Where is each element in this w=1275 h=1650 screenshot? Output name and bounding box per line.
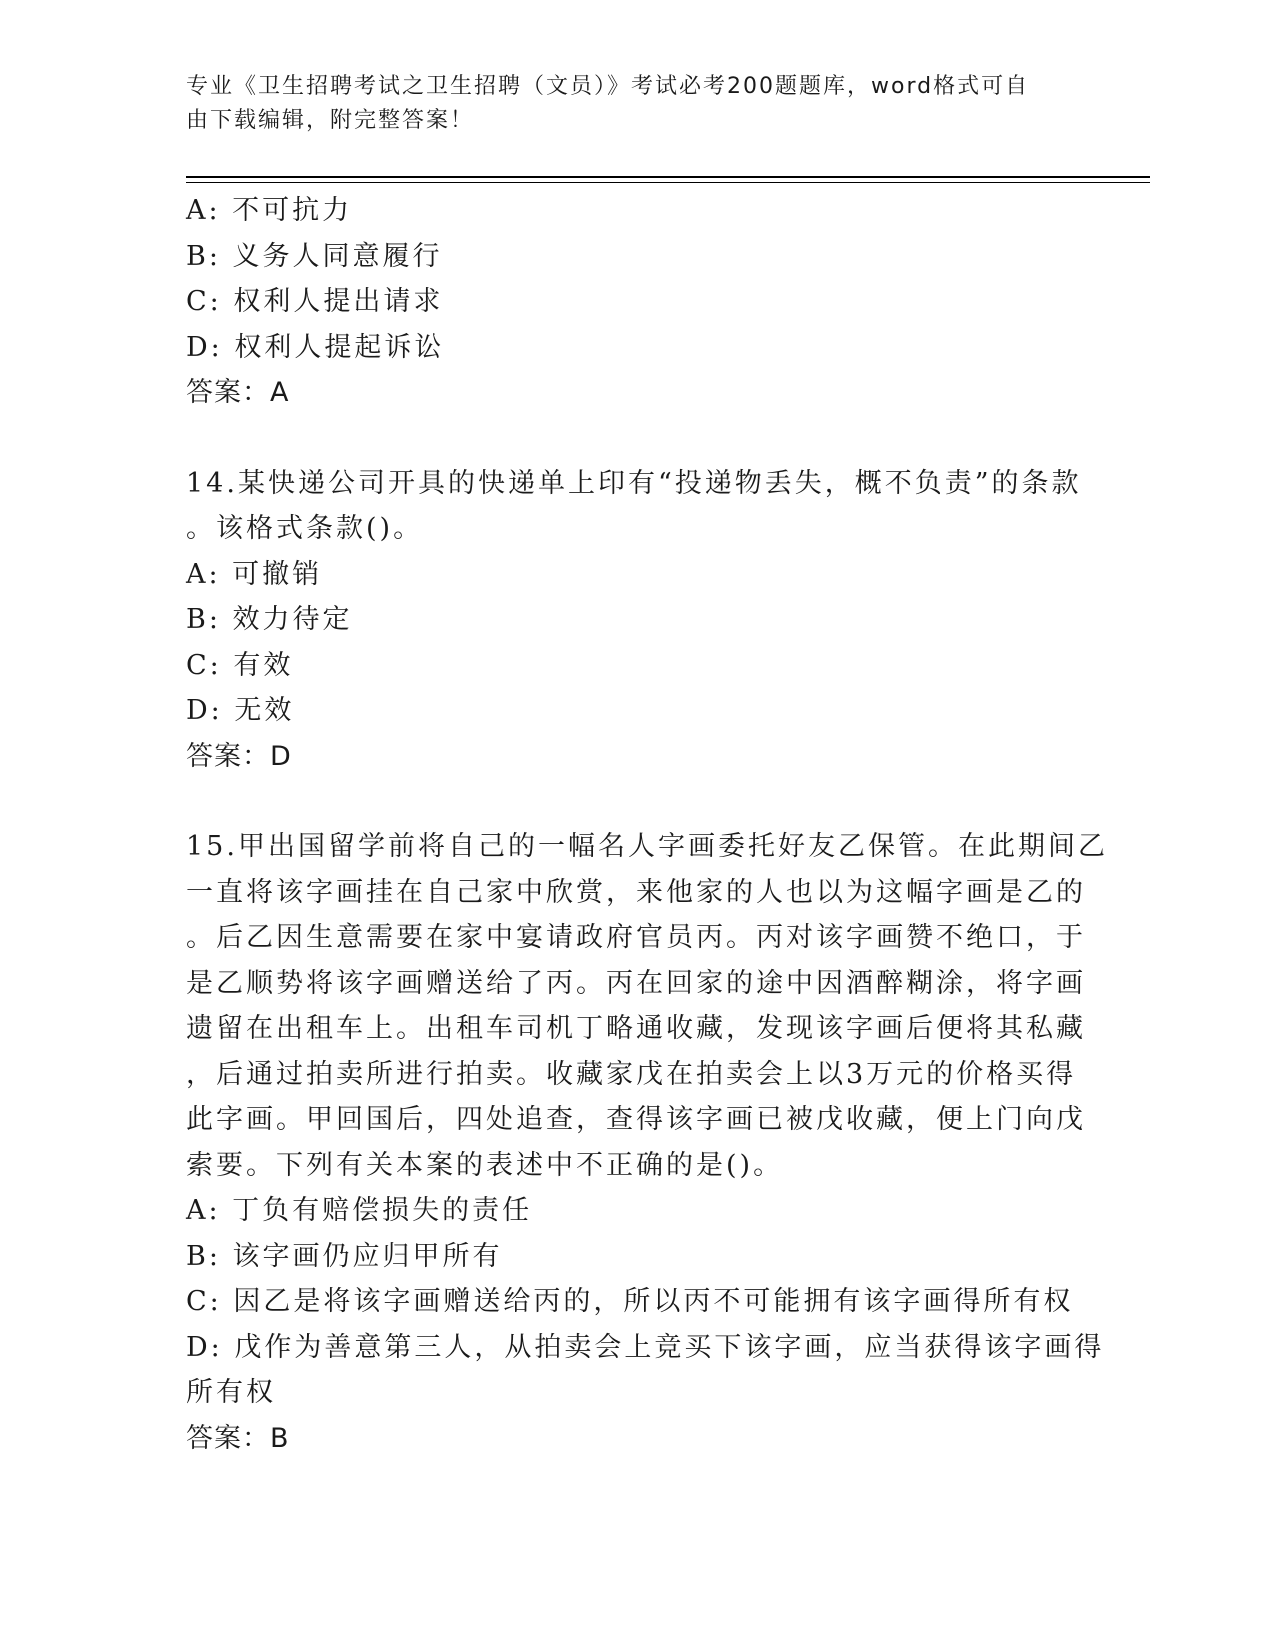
question-stem-line: 。该格式条款()。 bbox=[186, 513, 424, 544]
option-a: A: 可撤销 bbox=[186, 558, 323, 590]
header-line-1: 专业《卫生招聘考试之卫生招聘（文员）》考试必考200题题库，word格式可自 bbox=[186, 74, 1030, 99]
option-c: C: 权利人提出请求 bbox=[186, 286, 444, 317]
option-c: C: 有效 bbox=[186, 649, 294, 681]
option-a: A: 不可抗力 bbox=[186, 195, 353, 226]
option-d-continued: 所有权 bbox=[186, 1377, 276, 1408]
option-a: A: 丁负有赔偿损失的责任 bbox=[186, 1195, 533, 1226]
question-stem-line: 15.甲出国留学前将自己的一幅名人字画委托好友乙保管。在此期间乙 bbox=[186, 831, 1108, 862]
spacer bbox=[186, 779, 1076, 824]
question-stem-line: ，后通过拍卖所进行拍卖。收藏家戊在拍卖会上以3万元的价格买得 bbox=[186, 1058, 1077, 1090]
header-divider-thin bbox=[186, 182, 1150, 183]
question-stem-line: 14.某快递公司开具的快递单上印有“投递物丢失，概不负责”的条款 bbox=[186, 467, 1082, 499]
option-b: B: 效力待定 bbox=[186, 604, 353, 635]
option-d: D: 无效 bbox=[186, 695, 295, 726]
header-line-2: 由下载编辑，附完整答案！ bbox=[186, 108, 475, 133]
question-list bbox=[186, 188, 1108, 1461]
option-d: D: 权利人提起诉讼 bbox=[186, 331, 445, 363]
option-b: B: 该字画仍应归甲所有 bbox=[186, 1240, 503, 1272]
spacer bbox=[186, 416, 1076, 461]
question-13 bbox=[186, 188, 1076, 416]
question-15 bbox=[186, 824, 1108, 1461]
answer-line: 答案：B bbox=[186, 1422, 290, 1454]
answer-line: 答案：A bbox=[186, 377, 290, 408]
question-stem-line: 是乙顺势将该字画赠送给了丙。丙在回家的途中因酒醉糊涂，将字画 bbox=[186, 967, 1086, 999]
question-stem-line: 此字画。甲回国后，四处追查，查得该字画已被戊收藏，便上门向戊 bbox=[186, 1104, 1086, 1135]
answer-line: 答案：D bbox=[186, 740, 292, 772]
question-stem-line: 遗留在出租车上。出租车司机丁略通收藏，发现该字画后便将其私藏 bbox=[186, 1013, 1086, 1044]
document-header bbox=[186, 70, 1066, 138]
question-stem-line: 一直将该字画挂在自己家中欣赏，来他家的人也以为这幅字画是乙的 bbox=[186, 876, 1086, 908]
option-d: D: 戊作为善意第三人，从拍卖会上竞买下该字画，应当获得该字画得 bbox=[186, 1331, 1105, 1363]
header-divider-thick bbox=[186, 176, 1150, 178]
option-c: C: 因乙是将该字画赠送给丙的，所以丙不可能拥有该字画得所有权 bbox=[186, 1286, 1074, 1317]
question-stem-line: 。后乙因生意需要在家中宴请政府官员丙。丙对该字画赞不绝口，于 bbox=[186, 922, 1086, 953]
question-stem-line: 索要。下列有关本案的表述中不正确的是()。 bbox=[186, 1149, 784, 1181]
option-b: B: 义务人同意履行 bbox=[186, 240, 443, 272]
question-14 bbox=[186, 461, 1082, 780]
